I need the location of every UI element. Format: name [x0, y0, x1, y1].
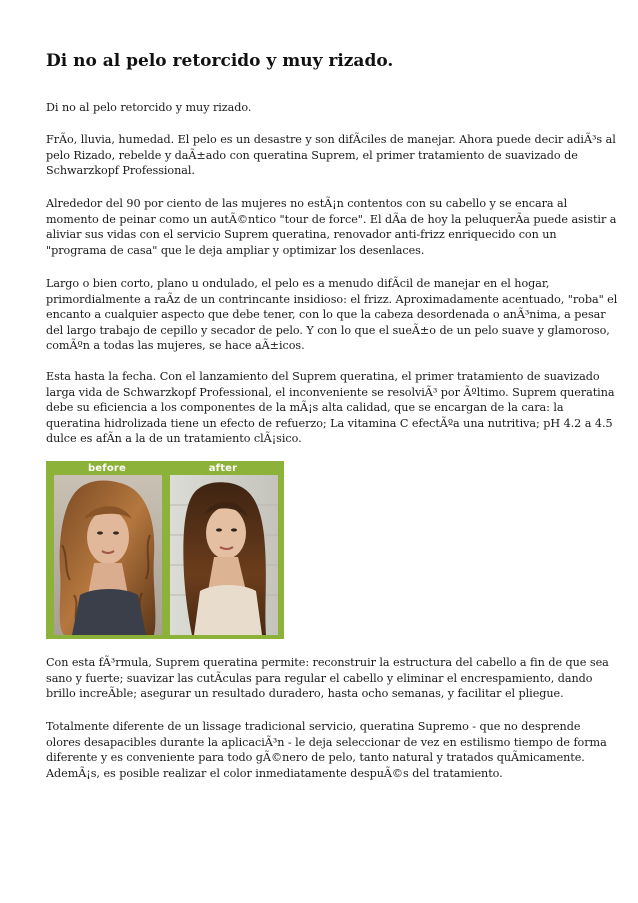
text-line: "programa de casa" que le deja ampliar y optimizar los desenlaces. — [46, 243, 425, 257]
text-line: brillo increÃble; asegurar un resultado duradero, hasta ocho semanas, y facilitar el pliegue. — [46, 687, 564, 701]
text-line: diferente y es conveniente para todo gÃ©nero de pelo, tanto natural y tratados quÃmicamente. — [46, 751, 585, 765]
text-line: aliviar sus vidas con el servicio Suprem queratina, renovador anti-frizz enriquecido con un — [46, 228, 557, 242]
text-line: Schwarzkopf Professional. — [46, 164, 195, 178]
before-label: before — [87, 463, 127, 474]
before-after-photo — [46, 461, 284, 639]
after-panel — [166, 461, 280, 639]
paragraph-3 — [46, 276, 618, 354]
paragraph-5 — [46, 655, 609, 702]
text-line: sano y fuerte; suavizar las cutÃculas para regular el cabello y eliminar el encrespamiento, dando — [46, 671, 593, 685]
text-line: debe su eficiencia a los componentes de la mÃ¡s alta calidad, que se encargan de la cara: la — [46, 401, 564, 415]
text-line: Totalmente diferente de un lissage tradicional servicio, queratina Supremo - que no desprende — [46, 720, 581, 733]
page-title: Di no al pelo retorcido y muy rizado. — [46, 51, 394, 71]
paragraph-4 — [46, 369, 615, 447]
text-line: queratina hidrolizada tiene un efecto de refuerzo; La vitamina C efectÃºa una nutritiva; pH 4.2 a 4.5 — [46, 416, 613, 430]
text-line: larga vida de Schwarzkopf Professional, el inconveniente se resolviÃ³ por Ãºltimo. Suprem queratina — [46, 385, 615, 399]
after-portrait-image — [170, 475, 278, 635]
text-line: FrÃo, lluvia, humedad. El pelo es un desastre y son difÃciles de manejar. Ahora puede decir adiÃ³s al — [46, 133, 616, 146]
text-line: Esta hasta la fecha. Con el lanzamiento del Suprem queratina, el primer tratamiento de suavizado — [46, 370, 600, 383]
before-portrait-image — [54, 475, 162, 635]
paragraph-2 — [46, 196, 617, 258]
before-panel — [50, 461, 164, 639]
text-line: AdemÃ¡s, es posible realizar el color inmediatamente despuÃ©s del tratamiento. — [46, 766, 503, 780]
text-line: del largo trabajo de cepillo y secador de pelo. Y con lo que el sueÃ±o de un pelo suave y glamoroso, — [46, 323, 610, 337]
text-line: pelo Rizado, rebelde y daÃ±ado con queratina Suprem, el primer tratamiento de suavizado de — [46, 148, 578, 162]
after-label: after — [208, 463, 238, 474]
text-line: momento de peinar como un autÃ©ntico "tour de force". El dÃa de hoy la peluquerÃa puede asistir a — [46, 212, 617, 226]
text-line: Largo o bien corto, plano u ondulado, el pelo es a menudo difÃcil de manejar en el hogar, — [46, 277, 550, 290]
text-line: Alrededor del 90 por ciento de las mujeres no estÃ¡n contentos con su cabello y se encara al — [46, 197, 568, 210]
paragraph-intro — [46, 100, 598, 116]
text-line: Con esta fÃ³rmula, Suprem queratina permite: reconstruir la estructura del cabello a fin de que sea — [46, 656, 609, 669]
text-line: olores desapacibles durante la aplicaciÃ³n - le deja seleccionar de vez en estilismo tiempo de forma — [46, 735, 607, 749]
paragraph-6 — [46, 719, 607, 781]
text-line: dulce es afÃn a la de un tratamiento clÃ¡sico. — [46, 432, 302, 446]
paragraph-1 — [46, 132, 616, 179]
text-line: Di no al pelo retorcido y muy rizado. — [46, 101, 252, 114]
text-line: comÃºn a todas las mujeres, se hace aÃ±icos. — [46, 339, 305, 353]
text-line: encanto a cualquier aspecto que debe tener, con lo que la cabeza desordenada o anÃ³nima, a pesar — [46, 308, 606, 322]
text-line: primordialmente a raÃz de un contrincante insidioso: el frizz. Aproximadamente acentuado, "roba" el — [46, 292, 618, 306]
